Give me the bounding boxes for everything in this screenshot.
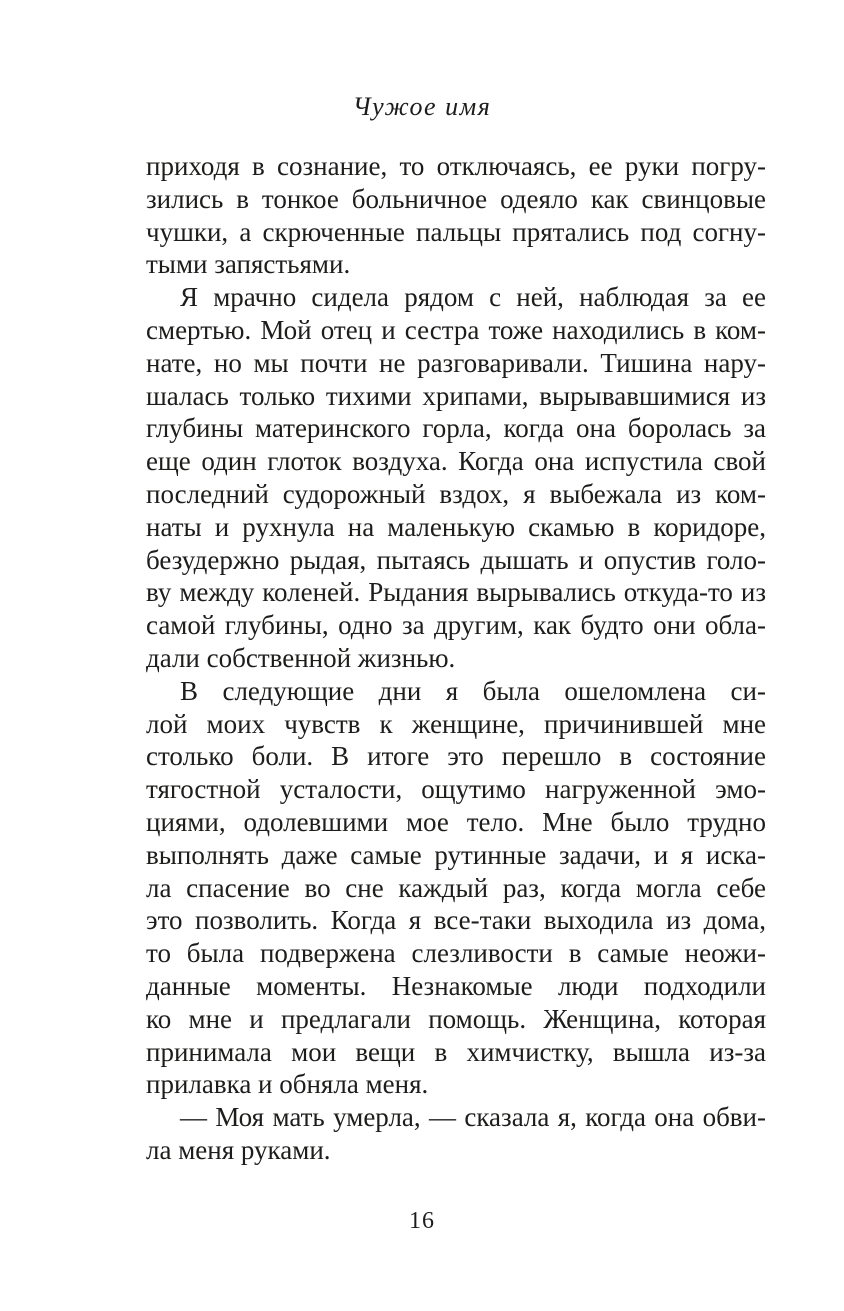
text-line: принимала мои вещи в химчистку, вышла из-за — [146, 1036, 766, 1067]
text-line: ко мне и предлагали помощь. Женщина, которая — [146, 1003, 766, 1034]
text-line: прилавка и обняла меня. — [146, 1069, 429, 1100]
page-number: 16 — [409, 1208, 435, 1234]
text-line: то была подвержена слезливости в самые неожи- — [146, 938, 766, 969]
text-line: В следующие дни я была ошеломлена си- — [180, 675, 766, 706]
text-line: безудержно рыдая, пытаясь дышать и опустив голо- — [146, 544, 766, 575]
text-line: лой моих чувств к женщине, причинившей мне — [146, 708, 766, 739]
text-line: зились в тонкое больничное одеяло как свинцовые — [146, 183, 766, 214]
text-line: тыми запястьями. — [146, 249, 351, 280]
running-head: Чужое имя — [352, 92, 492, 121]
text-line: самой глубины, одно за другим, как будто они обла- — [146, 610, 766, 641]
paragraph — [146, 281, 766, 675]
text-line: еще один глоток воздуха. Когда она испустила свой — [146, 446, 766, 477]
text-line: нате, но мы почти не разговаривали. Тишина нару- — [146, 347, 766, 378]
text-line: циями, одолевшими мое тело. Мне было трудно — [146, 806, 766, 837]
text-line: это позволить. Когда я все-таки выходила из дома, — [146, 905, 766, 936]
text-line: смертью. Мой отец и сестра тоже находились в ком- — [146, 314, 766, 345]
paragraph — [146, 1101, 766, 1167]
text-line: шалась только тихими хрипами, вырывавшимися из — [146, 380, 766, 411]
text-line: ву между коленей. Рыдания вырывались откуда-то из — [146, 577, 766, 608]
text-line: — Моя мать умерла, — сказала я, когда она обви- — [180, 1102, 766, 1133]
text-line: данные моменты. Незнакомые люди подходили — [146, 970, 766, 1001]
text-line: Я мрачно сидела рядом с ней, наблюдая за ее — [180, 282, 766, 313]
text-block — [146, 150, 766, 1167]
text-line: ла меня руками. — [146, 1134, 331, 1165]
text-line: столько боли. В итоге это перешло в состояние — [146, 741, 766, 772]
paragraph — [146, 150, 766, 281]
text-line: приходя в сознание, то отключаясь, ее руки погру- — [146, 151, 766, 181]
text-line: дали собственной жизнью. — [146, 642, 456, 673]
text-line: ла спасение во сне каждый раз, когда могла себе — [146, 872, 766, 903]
text-line: тягостной усталости, ощутимо нагруженной эмо- — [146, 774, 766, 805]
text-line: наты и рухнула на маленькую скамью в коридоре, — [146, 511, 766, 542]
text-line: последний судорожный вздох, я выбежала из ком- — [146, 478, 766, 509]
paragraph — [146, 675, 766, 1101]
text-line: чушки, а скрюченные пальцы прятались под согну- — [146, 216, 766, 247]
text-line: выполнять даже самые рутинные задачи, и я иска- — [146, 839, 766, 870]
text-line: глубины материнского горла, когда она боролась за — [146, 413, 766, 444]
